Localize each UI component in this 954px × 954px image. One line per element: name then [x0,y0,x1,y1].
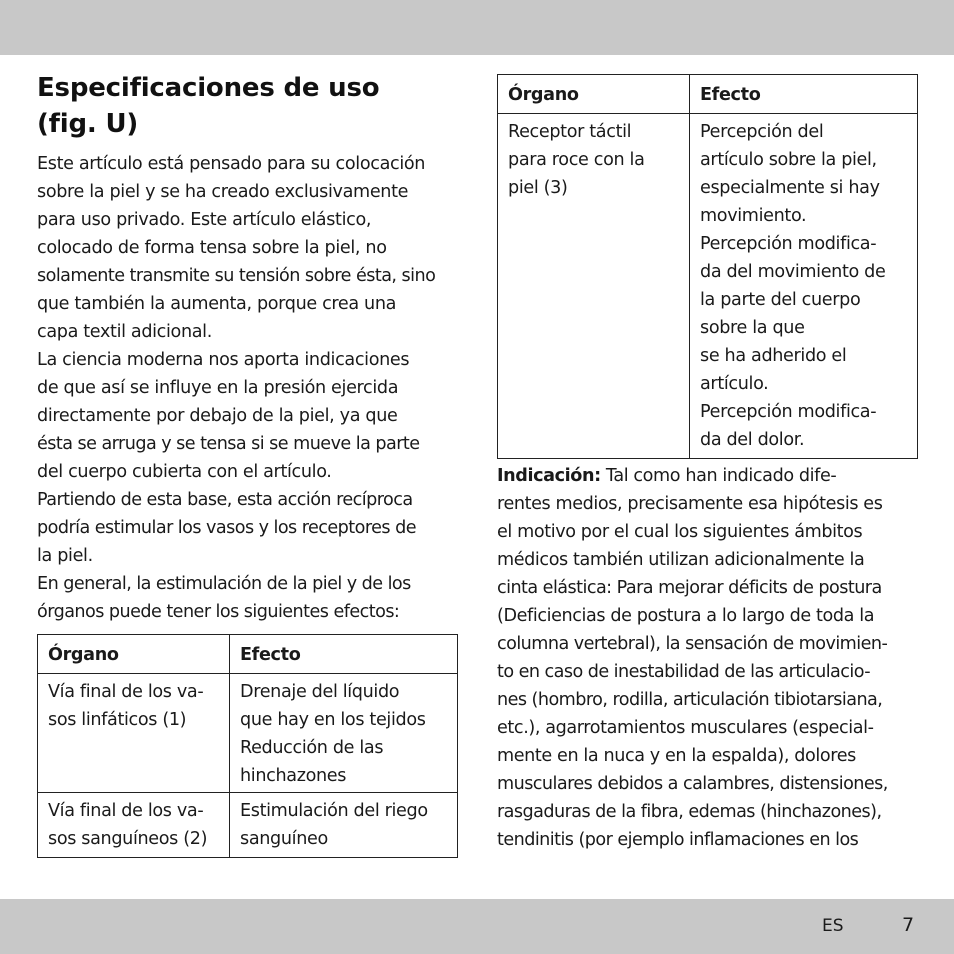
effect-cell [690,114,918,459]
cell-line: sobre la que [700,318,805,338]
cell-line: especialmente si hay [700,178,880,198]
cell-line: movimiento. [700,206,807,226]
header-organ: Órgano [38,635,230,674]
header-organ: Órgano [498,75,690,114]
cell-line: Reducción de las [240,738,384,758]
table-row [38,674,458,793]
organ-cell [38,793,230,858]
cell-line: que hay en los tejidos [240,710,426,730]
cell-line: sanguíneo [240,829,328,849]
cell-line: se ha adherido el [700,346,847,366]
cell-line: Percepción modifica- [700,234,877,254]
text-line: que también la aumenta, porque crea una [37,294,397,314]
text-line: (Deficiencias de postura a lo largo de toda la [497,606,875,626]
page-number: 7 [902,914,915,936]
cell-line: Percepción modifica- [700,402,877,422]
cell-line: Vía final de los va- [48,682,204,702]
text-line: rasgaduras de la fibra, edemas (hinchazones), [497,802,882,822]
text-line: La ciencia moderna nos aporta indicaciones [37,350,410,370]
text-line: capa textil adicional. [37,322,212,342]
table-header-row [38,635,458,674]
table-row [38,793,458,858]
cell-line: da del movimiento de [700,262,886,282]
text-line: rentes medios, precisamente esa hipótesis es [497,494,883,514]
text-line: to en caso de inestabilidad de las articulacio- [497,662,871,682]
cell-line: artículo. [700,374,769,394]
text-line: ésta se arruga y se tensa si se mueve la parte [37,434,420,454]
cell-line: Receptor táctil [508,122,632,142]
indication-first-line: Tal como han indicado dife- [600,466,837,486]
cell-line: la parte del cuerpo [700,290,861,310]
organ-cell [38,674,230,793]
indication-paragraph [497,462,917,854]
text-line: nes (hombro, rodilla, articulación tibiotarsiana, [497,690,883,710]
right-column [497,74,917,854]
text-line: podría estimular los vasos y los receptores de [37,518,416,538]
cell-line: artículo sobre la piel, [700,150,877,170]
effect-cell [230,793,458,858]
language-code: ES [822,916,844,936]
text-line: musculares debidos a calambres, distensiones, [497,774,888,794]
text-line [497,462,917,490]
effects-table-right [497,74,918,459]
text-line: de que así se influye en la presión ejercida [37,378,399,398]
text-line: En general, la estimulación de la piel y de los [37,574,411,594]
header-effect: Efecto [690,75,918,114]
table-row [498,114,918,459]
cell-line: Estimulación del riego [240,801,428,821]
text-line: columna vertebral), la sensación de movimien- [497,634,888,654]
cell-line: para roce con la [508,150,645,170]
text-line: Este artículo está pensado para su colocación [37,154,426,174]
effect-cell [230,674,458,793]
organ-cell [498,114,690,459]
section-title [37,70,457,142]
text-line: del cuerpo cubierta con el artículo. [37,462,332,482]
cell-line: Drenaje del líquido [240,682,400,702]
effects-table-left [37,634,458,858]
text-line: directamente por debajo de la piel, ya que [37,406,398,426]
text-line: mente en la nuca y en la espalda), dolores [497,746,856,766]
cell-line: Percepción del [700,122,824,142]
cell-line: Vía final de los va- [48,801,204,821]
section-title-line-1: Especificaciones de uso [37,73,380,103]
text-line: tendinitis (por ejemplo inflamaciones en los [497,830,859,850]
header-band [0,0,954,55]
text-line: etc.), agarrotamientos musculares (especial- [497,718,874,738]
text-line: para uso privado. Este artículo elástico, [37,210,372,230]
section-title-line-2: (fig. U) [37,109,139,139]
text-line: cinta elástica: Para mejorar déficits de postura [497,578,882,598]
footer-band [0,899,954,954]
text-line: solamente transmite su tensión sobre ésta, sino [37,266,436,286]
indication-label: Indicación: [497,466,601,486]
cell-line: hinchazones [240,766,347,786]
text-line: médicos también utilizan adicionalmente la [497,550,865,570]
text-line: Partiendo de esta base, esta acción recíproca [37,490,413,510]
text-line: órganos puede tener los siguientes efectos: [37,602,400,622]
left-column [37,70,457,858]
cell-line: piel (3) [508,178,568,198]
text-line: el motivo por el cual los siguientes ámbitos [497,522,863,542]
intro-paragraphs [37,150,457,626]
header-effect: Efecto [230,635,458,674]
cell-line: sos linfáticos (1) [48,710,187,730]
text-line: colocado de forma tensa sobre la piel, no [37,238,387,258]
text-line: sobre la piel y se ha creado exclusivamente [37,182,409,202]
table-header-row [498,75,918,114]
cell-line: sos sanguíneos (2) [48,829,208,849]
cell-line: da del dolor. [700,430,805,450]
text-line: la piel. [37,546,93,566]
